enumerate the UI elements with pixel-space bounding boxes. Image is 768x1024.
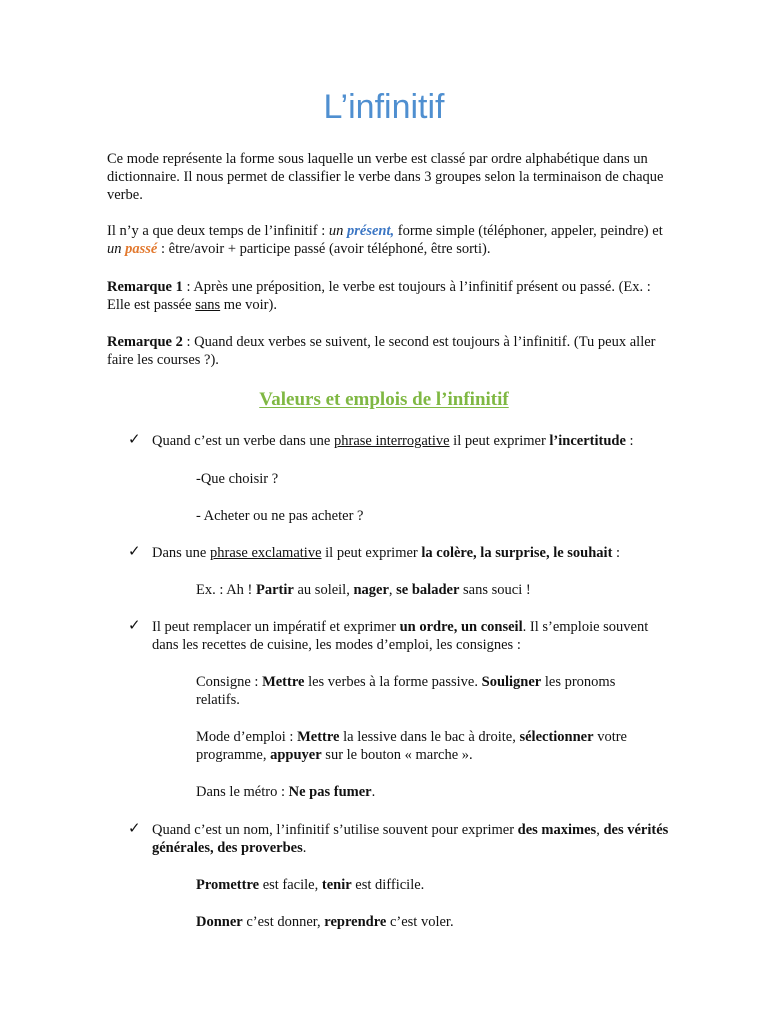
section-subtitle-text: Valeurs et emplois de l’infinitif — [259, 389, 509, 410]
check-icon: ✓ — [128, 618, 141, 634]
bold-word: Souligner — [481, 674, 542, 690]
text: c’est donner, — [242, 914, 325, 930]
tenses-paragraph — [107, 222, 667, 258]
bold-word: Mettre — [297, 729, 340, 745]
remarque-1 — [107, 278, 667, 314]
text: , — [596, 822, 604, 838]
bold-word: appuyer — [270, 747, 322, 763]
bold-phrase: des maximes — [517, 822, 597, 838]
list-item — [152, 544, 672, 562]
list-item — [152, 618, 672, 654]
bold-word: Donner — [196, 914, 243, 930]
text: c’est voler. — [386, 914, 454, 930]
present-highlight: présent, — [347, 223, 395, 239]
text: me voir). — [220, 297, 277, 313]
example-line: - Acheter ou ne pas acheter ? — [196, 508, 364, 524]
bold-word: tenir — [321, 877, 352, 893]
example-line — [196, 913, 656, 931]
example-line: -Que choisir ? — [196, 471, 279, 487]
section-subtitle — [0, 389, 768, 411]
remarque-2 — [107, 333, 667, 369]
text: Quand c’est un nom, l’infinitif s’utilise souvent pour exprimer — [152, 822, 518, 838]
text: sans souci ! — [459, 582, 531, 598]
intro-paragraph: Ce mode représente la forme sous laquelle un verbe est classé par ordre alphabétique dans un dictionnaire. Il nous permet de classifier le verbe dans 3 groupes selon la terminaison de chaque verbe. — [107, 151, 664, 203]
text: . — [302, 840, 307, 856]
text: : — [625, 433, 634, 449]
remarque-2-label: Remarque 2 — [107, 334, 183, 350]
text: forme simple (téléphoner, appeler, peindre) et — [394, 223, 663, 239]
bold-word: sélectionner — [519, 729, 594, 745]
text: . Il s’emploie souvent dans les recettes de cuisine, les modes d’emploi, les consignes : — [152, 619, 649, 653]
text: les verbes à la forme passive. — [304, 674, 482, 690]
text: Quand c’est un verbe dans une — [152, 433, 334, 449]
text: Dans une — [152, 545, 210, 561]
text: : Après une préposition, le verbe est toujours à l’infinitif présent ou passé. (Ex. : Elle est passée — [107, 279, 651, 313]
underlined-word: sans — [195, 297, 221, 313]
text: Ex. : Ah ! — [196, 582, 257, 598]
text: Il n’y a que deux temps de l’infinitif : — [107, 223, 329, 239]
check-icon: ✓ — [128, 544, 141, 560]
remarque-1-label: Remarque 1 — [107, 279, 183, 295]
text: : être/avoir + participe passé (avoir téléphoné, être sorti). — [157, 241, 491, 257]
example-line — [196, 581, 656, 599]
underlined-phrase: phrase exclamative — [210, 545, 322, 561]
check-icon: ✓ — [128, 432, 141, 448]
underlined-phrase: phrase interrogative — [334, 433, 450, 449]
example-line — [196, 876, 656, 894]
text: : Quand deux verbes se suivent, le second est toujours à l’infinitif. (Tu peux aller faire les courses ?). — [107, 334, 656, 368]
example-line — [196, 783, 656, 801]
bold-phrase: la colère, la surprise, le souhait — [421, 545, 613, 561]
bold-word: Mettre — [262, 674, 305, 690]
text: votre programme, — [196, 729, 627, 763]
text: , — [388, 582, 397, 598]
example-line — [196, 673, 656, 709]
bold-phrase: des vérités générales, des proverbes — [152, 822, 669, 856]
text: : — [612, 545, 621, 561]
bold-word: nager — [353, 582, 389, 598]
text: Mode d’emploi : — [196, 729, 298, 745]
bold-word: Partir — [256, 582, 294, 598]
bold-word: se balader — [396, 582, 460, 598]
text: les pronoms relatifs. — [196, 674, 616, 708]
text: . — [371, 784, 376, 800]
bold-phrase: un ordre, un conseil — [399, 619, 523, 635]
text: Il peut remplacer un impératif et exprimer — [152, 619, 400, 635]
bold-word: Promettre — [196, 877, 260, 893]
text: est facile, — [259, 877, 322, 893]
list-item — [152, 821, 672, 857]
list-item — [152, 432, 672, 450]
text: il peut exprimer — [449, 433, 550, 449]
bold-word: Ne pas fumer — [288, 784, 372, 800]
text: Consigne : — [196, 674, 263, 690]
text: au soleil, — [293, 582, 354, 598]
page-title: L’infinitif — [323, 88, 445, 126]
text: sur le bouton « marche ». — [321, 747, 473, 763]
text: Dans le métro : — [196, 784, 289, 800]
bold-word: reprendre — [324, 914, 387, 930]
text: il peut exprimer — [321, 545, 422, 561]
text: la lessive dans le bac à droite, — [339, 729, 520, 745]
example-line — [196, 728, 656, 764]
text: est difficile. — [351, 877, 425, 893]
text: un — [107, 241, 126, 257]
passe-highlight: passé — [125, 241, 158, 257]
bold-phrase: l’incertitude — [549, 433, 626, 449]
text: un — [328, 223, 348, 239]
check-icon: ✓ — [128, 821, 141, 837]
